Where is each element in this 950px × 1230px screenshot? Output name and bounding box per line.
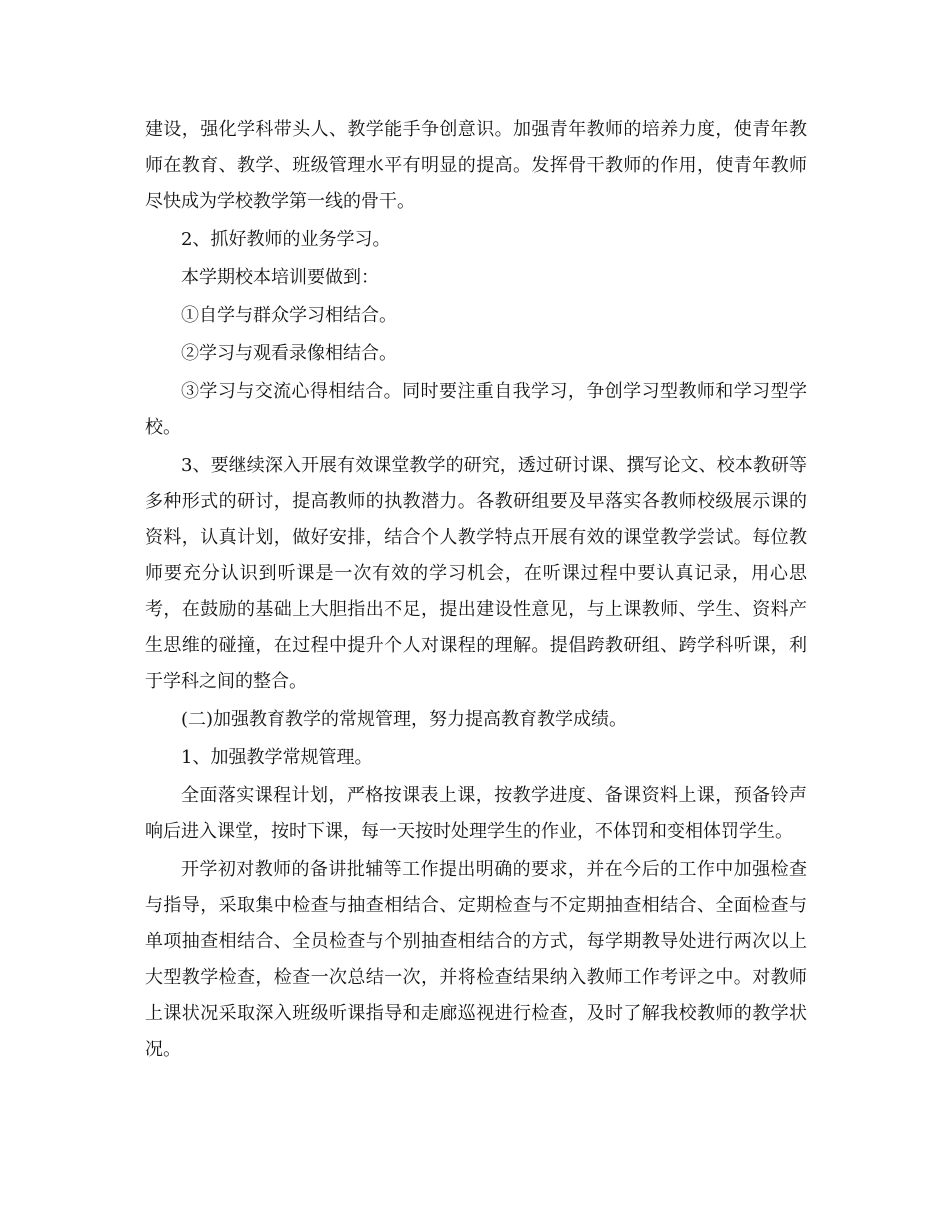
paragraph-4: ①自学与群众学习相结合。 bbox=[181, 305, 397, 326]
paragraph-9: 1、加强教学常规管理。 bbox=[181, 747, 373, 768]
paragraph-6: ③学习与交流心得相结合。同时要注重自我学习，争创学习型教师和学习型学校。 bbox=[145, 381, 807, 438]
paragraph-3: 本学期校本培训要做到： bbox=[181, 267, 379, 288]
paragraph-2: 2、抓好教师的业务学习。 bbox=[181, 229, 391, 250]
document-body bbox=[145, 112, 807, 1070]
paragraph-10: 全面落实课程计划，严格按课表上课，按教学进度、备课资料上课，预备铃声响后进入课堂，按时下课，每一天按时处理学生的作业，不体罚和变相体罚学生。 bbox=[145, 785, 807, 842]
paragraph-7: 3、要继续深入开展有效课堂教学的研究，透过研讨课、撰写论文、校本教研等多种形式的研讨，提高教师的执教潜力。各教研组要及早落实各教师校级展示课的资料，认真计划，做好安排，结合个人教学特点开展有效的课堂教学尝试。每位教师要充分认识到听课是一次有效的学习机会，在听课过程中要认真记录，用心思考，在鼓励的基础上大胆指出不足，提出建设性意见，与上课教师、学生、资料产生思维的碰撞，在过程中提升个人对课程的理解。提倡跨教研组、跨学科听课，利于学科之间的整合。 bbox=[145, 455, 807, 692]
paragraph-11: 开学初对教师的备讲批辅等工作提出明确的要求，并在今后的工作中加强检查与指导，采取集中检查与抽查相结合、定期检查与不定期抽查相结合、全面检查与单项抽查相结合、全员检查与个别抽查相结合的方式，每学期教导处进行两次以上大型教学检查，检查一次总结一次，并将检查结果纳入教师工作考评之中。对教师上课状况采取深入班级听课指导和走廊巡视进行检查，及时了解我校教师的教学状况。 bbox=[145, 859, 807, 1060]
paragraph-8: (二)加强教育教学的常规管理，努力提高教育教学成绩。 bbox=[181, 709, 628, 730]
paragraph-1: 建设，强化学科带头人、教学能手争创意识。加强青年教师的培养力度，使青年教师在教育、教学、班级管理水平有明显的提高。发挥骨干教师的作用，使青年教师尽快成为学校教学第一线的骨干。 bbox=[145, 119, 807, 212]
paragraph-5: ②学习与观看录像相结合。 bbox=[181, 343, 397, 364]
